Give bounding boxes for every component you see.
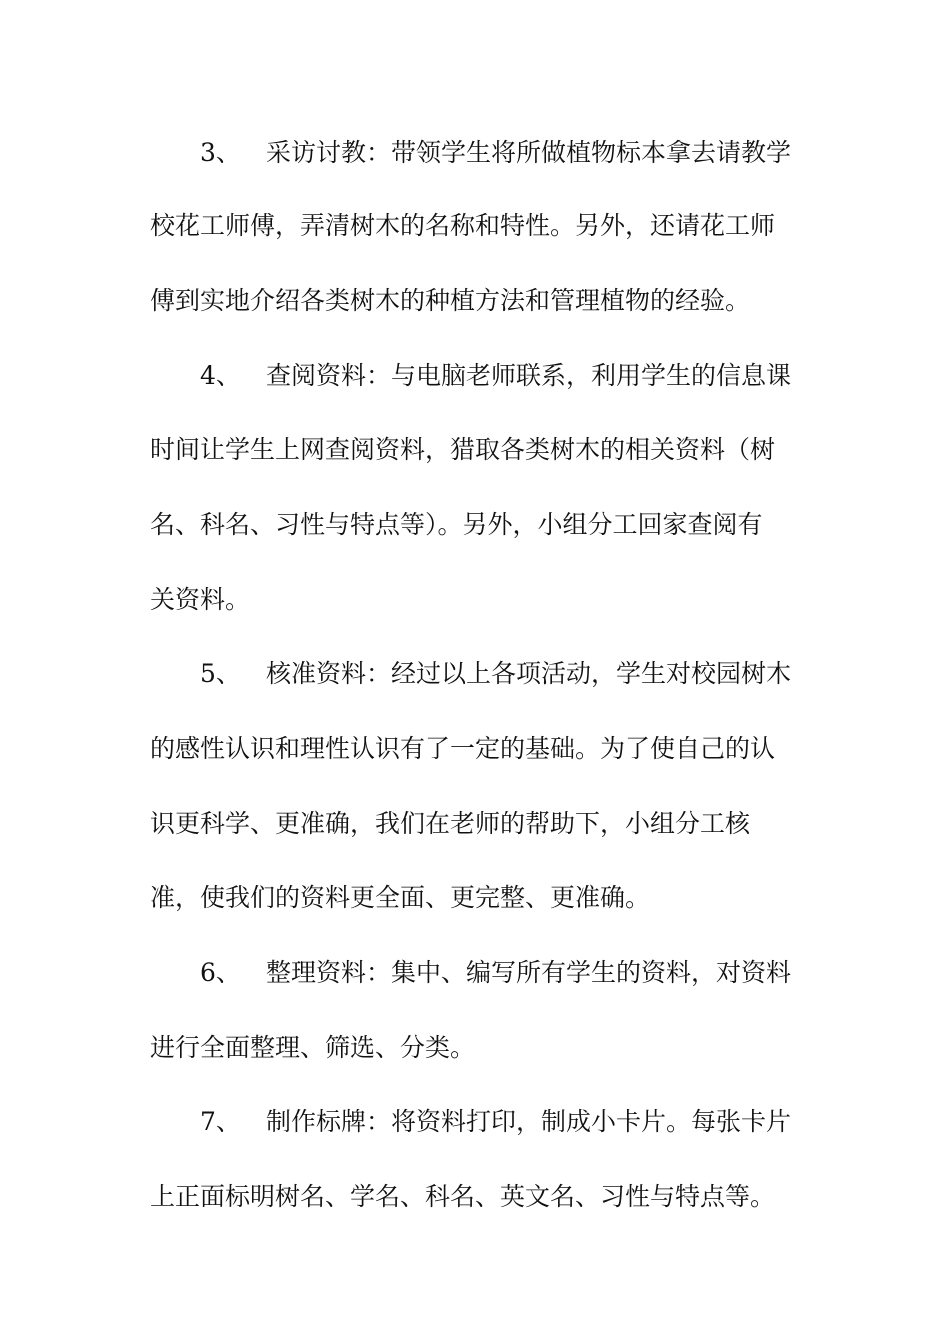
item-5-text-2: 的感性认识和理性认识有了一定的基础。为了使自己的认 [150, 734, 776, 763]
item-4-text-3: 名、科名、习性与特点等）。另外，小组分工回家查阅有 [150, 510, 763, 539]
item-7-text-2: 上正面标明树名、学名、科名、英文名、习性与特点等。 [150, 1182, 776, 1211]
item-5-line-4 [150, 878, 810, 918]
item-4-line-2 [150, 430, 810, 470]
item-6-text-1: 整理资料：集中、编写所有学生的资料，对资料 [266, 958, 792, 987]
item-4-text-2: 时间让学生上网查阅资料，猎取各类树木的相关资料（树 [150, 435, 776, 464]
item-4-line-3 [150, 505, 810, 545]
item-3-number: 3、 [200, 138, 241, 167]
item-7-line-2 [150, 1177, 810, 1217]
item-5-line-1 [200, 654, 860, 694]
item-5-number: 5、 [200, 659, 241, 688]
item-5-text-4: 准，使我们的资料更全面、更完整、更准确。 [150, 883, 651, 912]
item-4-text-4: 关资料。 [150, 585, 251, 614]
item-3-line-2 [150, 206, 810, 246]
item-7-text-1: 制作标牌：将资料打印，制成小卡片。每张卡片 [266, 1107, 792, 1136]
item-5-line-3 [150, 804, 810, 844]
item-6-text-2: 进行全面整理、筛选、分类。 [150, 1033, 476, 1062]
item-7-number: 7、 [200, 1107, 241, 1136]
item-7-line-1 [200, 1102, 860, 1142]
item-5-line-2 [150, 729, 810, 769]
item-3-line-3 [150, 281, 810, 321]
item-3-text-1: 采访讨教：带领学生将所做植物标本拿去请教学 [266, 138, 792, 167]
item-4-line-1 [200, 356, 860, 396]
item-4-text-1: 查阅资料：与电脑老师联系，利用学生的信息课 [266, 361, 792, 390]
item-5-text-1: 核准资料：经过以上各项活动，学生对校园树木 [266, 659, 792, 688]
item-6-line-1 [200, 953, 860, 993]
item-4-number: 4、 [200, 361, 241, 390]
item-6-number: 6、 [200, 958, 241, 987]
item-4-line-4 [150, 580, 810, 620]
item-3-text-2: 校花工师傅，弄清树木的名称和特性。另外，还请花工师 [150, 211, 776, 240]
item-5-text-3: 识更科学、更准确，我们在老师的帮助下，小组分工核 [150, 809, 751, 838]
item-3-line-1 [200, 133, 860, 173]
item-3-text-3: 傅到实地介绍各类树木的种植方法和管理植物的经验。 [150, 286, 751, 315]
item-6-line-2 [150, 1028, 810, 1068]
